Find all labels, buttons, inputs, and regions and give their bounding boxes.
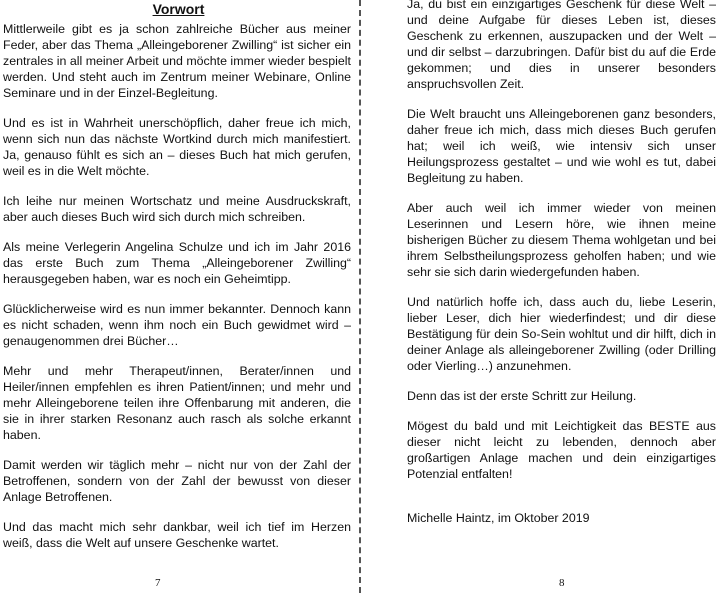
paragraph: Und natürlich hoffe ich, dass auch du, liebe Leserin, lieber Leser, dich hier wiederfindest; und dir diese Bestätigung für dein So-Sein wohltut und dir hilft, dich in deiner Anlage als alleingeborener Zwilling (oder Drilling oder Vierling…) anzunehmen. [407, 295, 716, 373]
paragraph: Mehr und mehr Therapeut/innen, Berater/innen und Heiler/innen empfehlen es ihren Patient/innen; und mehr und mehr Alleingeborene teilen ihre Offenbarung mit anderen, die sie in ihrer starken Resonanz auch rasch als solche erkannt haben. [3, 364, 351, 442]
page-title: Vorwort [152, 1, 205, 17]
page-number: 7 [155, 577, 161, 589]
signature: Michelle Haintz, im Oktober 2019 [407, 511, 590, 525]
page-number: 8 [559, 577, 565, 589]
right-page [363, 0, 720, 593]
paragraph: Und es ist in Wahrheit unerschöpflich, daher freue ich mich, wenn sich nun das nächste Wortkind durch mich manifestiert. Ja, genauso fühlt es sich an – dieses Buch hat mich gerufen, weil es in die Welt möchte. [3, 116, 351, 178]
paragraph: Ja, du bist ein einzigartiges Geschenk für diese Welt – und deine Aufgabe für dieses Leben ist, dieses Geschenk zu erkennen, auszupacken und der Welt – und dir selbst – darzubringen. Dafür bist du auf die Erde gekommen; und dies in unserer besonders anspruchsvollen Zeit. [407, 0, 716, 91]
paragraph: Denn das ist der erste Schritt zur Heilung. [407, 389, 637, 403]
paragraph: Die Welt braucht uns Alleingeborenen ganz besonders, daher freue ich mich, dass mich dieses Buch gerufen hat; weil ich weiß, wie intensiv sich unser Heilungsprozess gestaltet – und wie wohl es tut, dabei Begleitung zu haben. [407, 107, 716, 185]
paragraph: Mögest du bald und mit Leichtigkeit das BESTE aus dieser nicht leicht zu lebenden, dennoch aber großartigen Anlage machen und dein einzigartiges Potenzial entfalten! [407, 419, 716, 481]
right-page-text [407, 0, 716, 540]
paragraph: Als meine Verlegerin Angelina Schulze und ich im Jahr 2016 das erste Buch zum Thema „Alleingeborener Zwilling“ herausgegeben haben, war es noch ein Geheimtipp. [3, 240, 351, 286]
left-page-text [3, 21, 351, 565]
paragraph: Und das macht mich sehr dankbar, weil ich tief im Herzen weiß, dass die Welt auf unsere Geschenke wartet. [3, 520, 351, 550]
paragraph: Aber auch weil ich immer wieder von meinen Leserinnen und Lesern höre, wie ihnen meine bisherigen Bücher zu diesem Thema wohlgetan und bei ihrem Selbstheilungsprozess geholfen haben; und wie sehr sie sich darin wiedergefunden haben. [407, 201, 716, 279]
paragraph: Glücklicherweise wird es nun immer bekannter. Dennoch kann es nicht schaden, wenn ihm noch ein Buch gewidmet wird – genaugenommen drei Bücher… [3, 302, 351, 348]
page-divider [359, 0, 361, 593]
paragraph: Mittlerweile gibt es ja schon zahlreiche Bücher aus meiner Feder, aber das Thema „Alleingeborener Zwilling“ ist sicher ein zentrales in all meiner Arbeit und möchte immer wieder bespielt werden. Und steht auch im Zentrum meiner Webinare, Online Seminare und in der Einzel-Begleitung. [3, 22, 351, 100]
paragraph: Damit werden wir täglich mehr – nicht nur von der Zahl der Betroffenen, sondern von der Zahl der bewusst von dieser Anlage Betroffenen. [3, 458, 351, 504]
left-page [0, 0, 357, 593]
paragraph: Ich leihe nur meinen Wortschatz und meine Ausdruckskraft, aber auch dieses Buch wird sich durch mich schreiben. [3, 194, 351, 224]
